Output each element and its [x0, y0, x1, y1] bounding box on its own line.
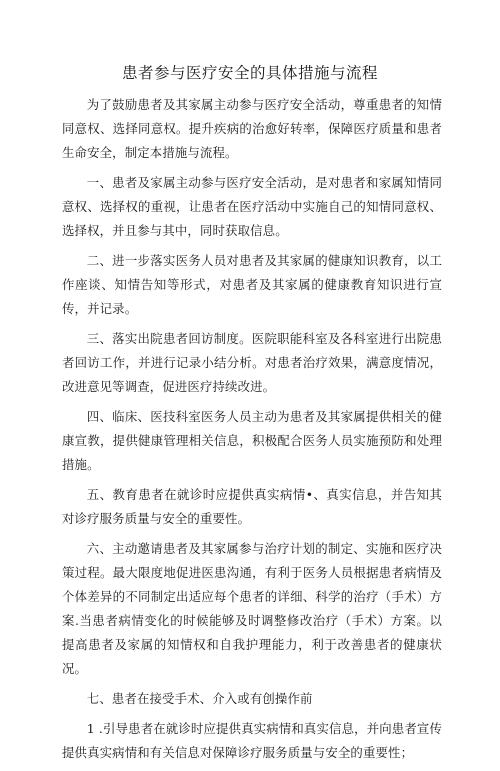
paragraph-subitem-1: 1 .引导患者在就诊时应提供真实病情和真实信息，并向患者宣传提供真实病情和有关信息对保障诊疗服务质量与安全的重要性；: [62, 721, 442, 760]
document-body: [62, 93, 442, 771]
document-title: 患者参与医疗安全的具体措施与流程: [121, 64, 378, 82]
paragraph-item-1: 一、患者及家属主动参与医疗安全活动，是对患者和家属知情同意权、选择权的重视，让患者在医疗活动中实施自己的知情同意权、选择权，并且参与其中，同时获取信息。: [62, 175, 442, 238]
paragraph-intro: 为了鼓励患者及其家属主动参与医疗安全活动，尊重患者的知情同意权、选择同意权。提升疾病的治愈好转率，保障医疗质量和患者生命安全，制定本措施与流程。: [62, 97, 442, 160]
paragraph-item-5: 五、教育患者在就诊时应提供真实病情•、真实信息，并告知其对诊疗服务质量与安全的重要性。: [62, 487, 442, 526]
paragraph-item-2: 二、进一步落实医务人员对患者及其家属的健康知识教育，以工作座谈、知情告知等形式，对患者及其家属的健康教育知识进行宣传，并记录。: [62, 253, 442, 316]
paragraph-item-6: 六、主动邀请患者及其家属参与治疗计划的制定、实施和医疗决策过程。最大限度地促进医患沟通，有利于医务人员根据患者病情及个体差异的不同制定出适应每个患者的详细、科学的治疗（手术）方案.当患者病情变化的时候能够及时调整修改治疗（手术）方案。以提高患者及家属的知情权和自我护理能力，利于改善患者的健康状况。: [62, 541, 442, 676]
paragraph-item-7: 七、患者在接受手术、介入或有创操作前: [86, 691, 313, 706]
paragraph-item-4: 四、临床、医技科室医务人员主动为患者及其家属提供相关的健康宣教，提供健康管理相关信息，积极配合医务人员实施预防和处理措施。: [62, 409, 442, 472]
paragraph-item-3: 三、落实出院患者回访制度。医院职能科室及各科室进行出院患者回访工作，并进行记录小结分析。对患者治疗效果，满意度情况，改进意见等调查，促进医疗持续改进。: [62, 331, 442, 394]
